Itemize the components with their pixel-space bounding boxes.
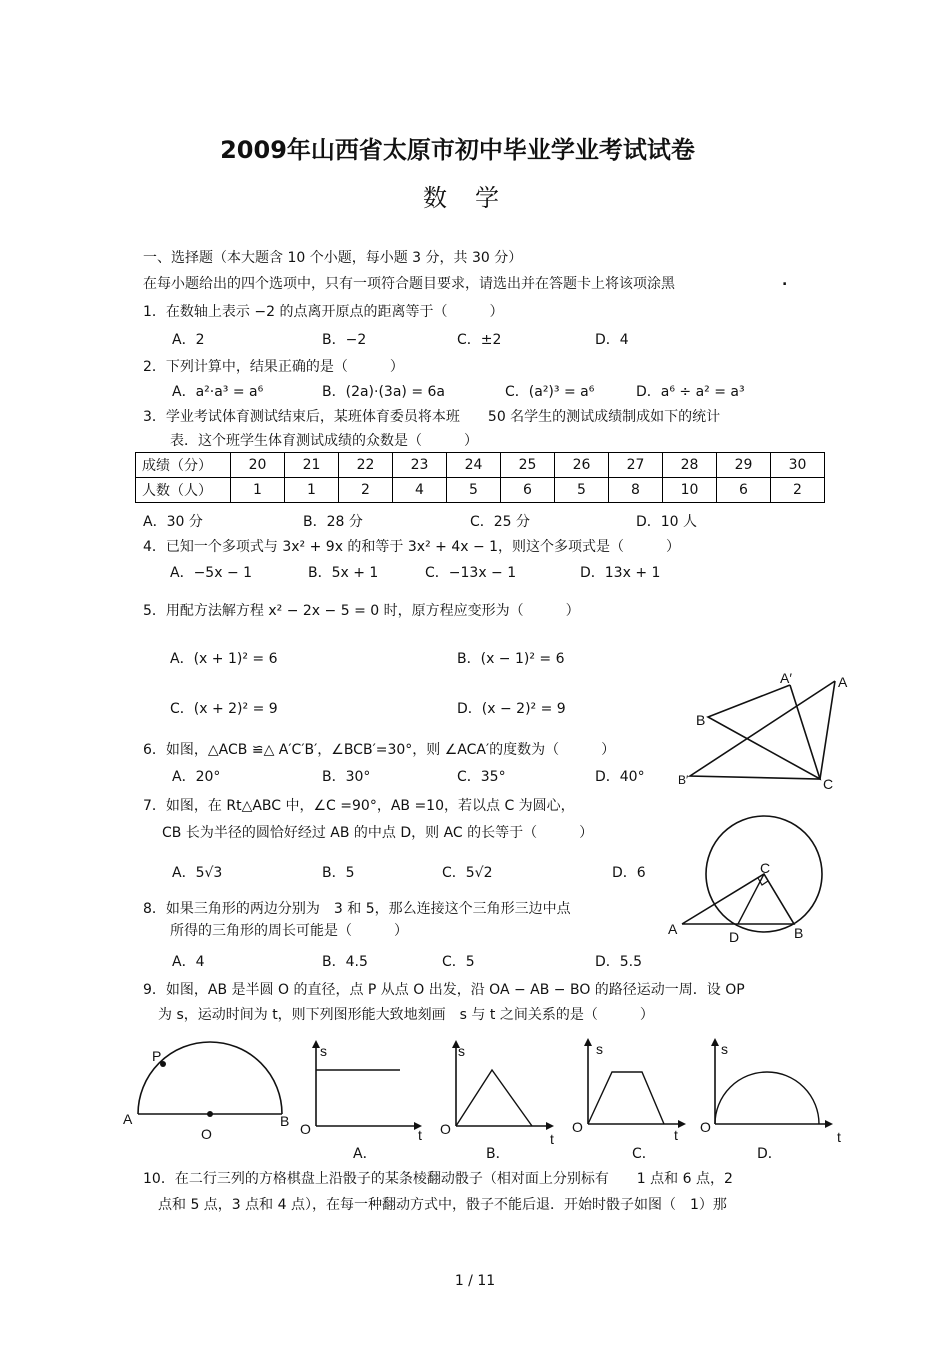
- page-title: 2009年山西省太原市初中毕业学业考试试卷: [220, 136, 695, 164]
- score-cell: 23: [393, 453, 447, 478]
- count-cell: 6: [717, 478, 771, 503]
- section-heading: 一、选择题（本大题含 10 个小题，每小题 3 分，共 30 分）: [143, 250, 523, 266]
- count-row: [136, 478, 825, 503]
- count-cell: 1: [285, 478, 339, 503]
- instruction-period: .: [782, 273, 788, 289]
- q6-triangle-apbpc: [708, 685, 820, 779]
- page-subtitle: 数学: [423, 184, 527, 212]
- q8-option-c: C．5: [442, 954, 475, 970]
- q7-option-c: C．5√2: [442, 865, 493, 881]
- graph-b-curve: [456, 1070, 532, 1126]
- q7-stem-line2: CB 长为半径的圆恰好经过 AB 的中点 D，则 AC 的长等于（ ）: [162, 825, 594, 841]
- q9-label-a: A: [123, 1111, 133, 1127]
- q7-label-d: D: [729, 929, 740, 945]
- q4-stem: 4．已知一个多项式与 3x² + 9x 的和等于 3x² + 4x − 1，则这个多项式是（ ）: [143, 539, 681, 555]
- graph-c-y-arrow: [584, 1038, 592, 1046]
- count-cell: 2: [771, 478, 825, 503]
- q6-option-a: A．20°: [172, 769, 221, 785]
- graph-d-x-arrow: [825, 1120, 833, 1128]
- q9-option-a: A．: [353, 1146, 377, 1162]
- q5-stem: 5．用配方法解方程 x² − 2x − 5 = 0 时，原方程应变形为（ ）: [143, 603, 580, 619]
- score-cell: 28: [663, 453, 717, 478]
- score-row-header: 成绩（分）: [136, 453, 231, 478]
- count-cell: 5: [555, 478, 609, 503]
- graph-c-label-s: s: [596, 1041, 603, 1057]
- q9-semicircle-figure: [118, 1040, 303, 1150]
- graph-a-y-arrow: [312, 1040, 320, 1048]
- count-cell: 5: [447, 478, 501, 503]
- q3-stem-line1: 3．学业考试体育测试结束后，某班体育委员将本班 50 名学生的测试成绩制成如下的统计: [143, 409, 721, 425]
- graph-a-label-o: O: [300, 1121, 311, 1137]
- q4-option-a: A．−5x − 1: [170, 565, 253, 581]
- graph-c-label-t: t: [674, 1127, 678, 1143]
- graph-b-label-t: t: [550, 1131, 554, 1146]
- q9-stem-line1: 9．如图，AB 是半圆 O 的直径，点 P 从点 O 出发，沿 OA − AB − BO 的路径运动一周．设 OP: [143, 982, 745, 998]
- graph-c-label-o: O: [572, 1119, 583, 1135]
- q10-line2: 点和 5 点，3 点和 4 点），在每一种翻动方式中，骰子不能后退．开始时骰子如图（ 1）那: [158, 1197, 727, 1213]
- q7-option-a: A．5√3: [172, 865, 223, 881]
- count-cell: 6: [501, 478, 555, 503]
- q7-triangle: [682, 874, 794, 924]
- count-cell: 2: [339, 478, 393, 503]
- count-cell: 1: [231, 478, 285, 503]
- q8-option-b: B．4.5: [322, 954, 368, 970]
- q7-label-b: B: [794, 925, 804, 941]
- q6-option-b: B．30°: [322, 769, 371, 785]
- q8-stem-line2: 所得的三角形的周长可能是（ ）: [170, 923, 408, 939]
- count-cell: 4: [393, 478, 447, 503]
- q5-option-c: C．(x + 2)² = 9: [170, 701, 278, 717]
- q8-option-a: A．4: [172, 954, 205, 970]
- q7-label-a: A: [668, 921, 678, 937]
- q3-stem-line2: 表．这个班学生体育测试成绩的众数是（ ）: [170, 433, 478, 449]
- q9-label-o: O: [201, 1126, 212, 1142]
- q6-option-d: D．40°: [595, 769, 645, 785]
- graph-d-label-s: s: [721, 1041, 728, 1057]
- page-number: 1 / 11: [454, 1273, 496, 1289]
- q9-graph-a: [296, 1036, 436, 1146]
- q6-label-b-prime: B′: [678, 773, 689, 787]
- q7-option-b: B．5: [322, 865, 355, 881]
- q7-option-d: D．6: [612, 865, 646, 881]
- graph-a-label-s: s: [320, 1043, 327, 1059]
- q5-option-a: A．(x + 1)² = 6: [170, 651, 278, 667]
- score-row: [136, 453, 825, 478]
- q2-option-b: B．(2a)·(3a) = 6a: [322, 384, 445, 400]
- q7-circle-figure: [662, 812, 842, 952]
- q3-option-c: C．25 分: [470, 514, 531, 530]
- q9-graph-c: [570, 1034, 700, 1144]
- score-cell: 27: [609, 453, 663, 478]
- score-cell: 30: [771, 453, 825, 478]
- q6-label-a-prime: A′: [780, 670, 792, 686]
- score-cell: 26: [555, 453, 609, 478]
- score-cell: 24: [447, 453, 501, 478]
- q9-point-o: [207, 1111, 213, 1117]
- q3-option-a: A．30 分: [143, 514, 203, 530]
- q9-stem-line2: 为 s，运动时间为 t，则下列图形能大致地刻画 s 与 t 之间关系的是（ ）: [158, 1007, 654, 1023]
- q1-option-b: B．−2: [322, 332, 367, 348]
- graph-d-label-o: O: [700, 1119, 711, 1135]
- q3-option-d: D．10 人: [636, 514, 698, 530]
- q4-option-c: C．−13x − 1: [425, 565, 517, 581]
- q7-label-c: C: [760, 860, 771, 876]
- q1-stem: 1．在数轴上表示 −2 的点离开原点的距离等于（ ）: [143, 304, 504, 320]
- section-instruction: 在每小题给出的四个选项中，只有一项符合题目要求，请选出并在答题卡上将该项涂黑: [143, 276, 675, 292]
- graph-d-curve: [715, 1072, 819, 1124]
- graph-a-label-t: t: [418, 1127, 422, 1143]
- q6-label-a: A: [838, 674, 848, 690]
- q9-label-p: P: [152, 1048, 162, 1064]
- q5-option-d: D．(x − 2)² = 9: [457, 701, 566, 717]
- q6-label-c: C: [823, 776, 834, 792]
- q5-option-b: B．(x − 1)² = 6: [457, 651, 565, 667]
- q2-option-a: A．a²·a³ = a⁶: [172, 384, 264, 400]
- score-cell: 29: [717, 453, 771, 478]
- q9-option-d: D．: [757, 1146, 782, 1162]
- score-cell: 22: [339, 453, 393, 478]
- graph-b-label-o: O: [440, 1121, 451, 1137]
- graph-b-label-s: s: [458, 1043, 465, 1059]
- q8-stem-line1: 8．如果三角形的两边分别为 3 和 5，那么连接这个三角形三边中点: [143, 901, 571, 917]
- q6-option-c: C．35°: [457, 769, 506, 785]
- q1-option-d: D．4: [595, 332, 629, 348]
- q9-graph-b: [438, 1036, 568, 1146]
- q6-label-b: B: [696, 712, 706, 728]
- graph-c-x-arrow: [678, 1120, 686, 1128]
- q1-option-a: A．2: [172, 332, 205, 348]
- q2-option-c: C．(a²)³ = a⁶: [505, 384, 595, 400]
- q6-triangle-figure: [670, 665, 860, 800]
- graph-d-y-arrow: [711, 1038, 719, 1046]
- q6-stem: 6．如图，△ACB ≌△ A′C′B′，∠BCB′=30°，则 ∠ACA′的度数为（ ）: [143, 742, 616, 758]
- q10-line1: 10．在二行三列的方格棋盘上沿骰子的某条棱翻动骰子（相对面上分别标有 1 点和 6 点，2: [143, 1171, 733, 1187]
- q2-option-d: D．a⁶ ÷ a² = a³: [636, 384, 745, 400]
- q9-graph-d: [697, 1034, 847, 1146]
- score-cell: 21: [285, 453, 339, 478]
- score-cell: 20: [231, 453, 285, 478]
- q4-option-d: D．13x + 1: [580, 565, 661, 581]
- count-row-header: 人数（人）: [136, 478, 231, 503]
- q7-stem-line1: 7．如图，在 Rt△ABC 中，∠C =90°，AB =10，若以点 C 为圆心，: [143, 798, 575, 814]
- graph-c-curve: [588, 1072, 664, 1124]
- q4-option-b: B．5x + 1: [308, 565, 379, 581]
- q8-option-d: D．5.5: [595, 954, 643, 970]
- count-cell: 10: [663, 478, 717, 503]
- q9-option-b: B．: [486, 1146, 510, 1162]
- score-cell: 25: [501, 453, 555, 478]
- count-cell: 8: [609, 478, 663, 503]
- graph-b-x-arrow: [546, 1122, 554, 1130]
- q2-stem: 2．下列计算中，结果正确的是（ ）: [143, 359, 404, 375]
- q9-label-b: B: [280, 1113, 290, 1129]
- graph-d-label-t: t: [837, 1129, 841, 1145]
- score-table: [135, 452, 825, 503]
- q9-option-c: C．: [632, 1146, 656, 1162]
- q3-option-b: B．28 分: [303, 514, 363, 530]
- q1-option-c: C．±2: [457, 332, 502, 348]
